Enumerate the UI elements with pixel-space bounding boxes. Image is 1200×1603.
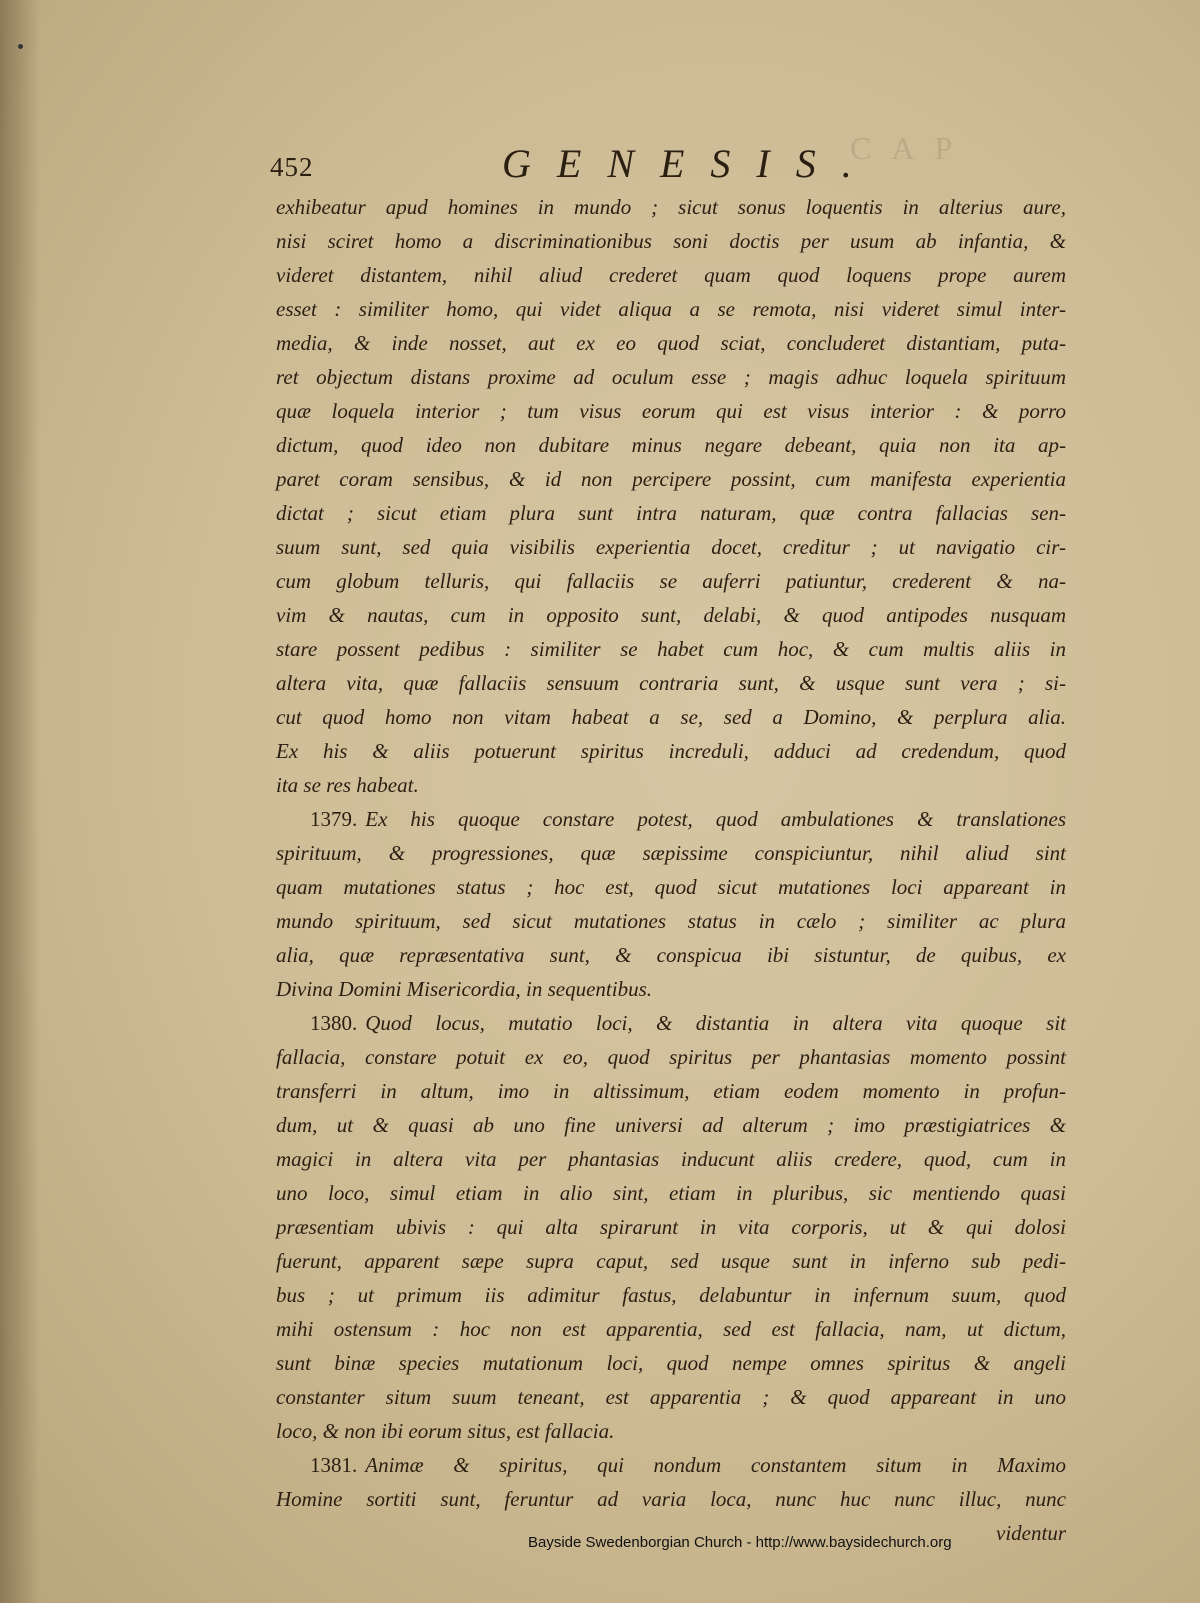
- text-line: dictum, quod ideo non dubitare minus negare debeant, quia non ita ap-: [276, 433, 1066, 457]
- text-line: stare possent pedibus : similiter se habet cum hoc, & cum multis aliis in: [276, 637, 1066, 661]
- page-number: 452: [270, 152, 314, 182]
- text-line: suum sunt, sed quia visibilis experientia docet, creditur ; ut navigatio cir-: [276, 535, 1066, 559]
- text-line-content: Ex his quoque constare potest, quod ambulationes & translationes: [365, 807, 1066, 831]
- paragraph-1380: [276, 1006, 1066, 1448]
- text-line: exhibeatur apud homines in mundo ; sicut sonus loquentis in alterius aure,: [276, 195, 1066, 219]
- page-header: [270, 140, 1070, 190]
- text-line-numbered: [276, 1448, 1066, 1482]
- text-line: videret distantem, nihil aliud crederet quam quod loquens prope aurem: [276, 263, 1066, 287]
- text-line: præsentiam ubivis : qui alta spirarunt in vita corporis, ut & qui dolosi: [276, 1215, 1066, 1239]
- text-line-numbered: [276, 1006, 1066, 1040]
- text-line: cut quod homo non vitam habeat a se, sed a Domino, & perplura alia.: [276, 705, 1066, 729]
- catchword: videntur: [996, 1521, 1066, 1545]
- ink-speck: [18, 44, 23, 49]
- text-line: quæ loquela interior ; tum visus eorum qui est visus interior : & porro: [276, 399, 1066, 423]
- text-line: paret coram sensibus, & id non percipere possint, cum manifesta experientia: [276, 467, 1066, 491]
- page-body: [276, 190, 1066, 1550]
- footer-credit: Bayside Swedenborgian Church - http://www.baysidechurch.org: [528, 1534, 952, 1551]
- paragraph-1379: [276, 802, 1066, 1006]
- text-line-content: Animæ & spiritus, qui nondum constantem situm in Maximo: [365, 1453, 1066, 1477]
- bleed-through-text: CAP: [850, 130, 973, 166]
- text-line: spirituum, & progressiones, quæ sæpissime conspiciuntur, nihil aliud sint: [276, 841, 1066, 865]
- text-line: ret objectum distans proxime ad oculum esse ; magis adhuc loquela spirituum: [276, 365, 1066, 389]
- text-line: vim & nautas, cum in opposito sunt, delabi, & quod antipodes nusquam: [276, 603, 1066, 627]
- text-line: dum, ut & quasi ab uno fine universi ad alterum ; imo præstigiatrices &: [276, 1113, 1066, 1137]
- text-line: loco, & non ibi eorum situs, est fallacia.: [276, 1419, 615, 1443]
- text-line: fallacia, constare potuit ex eo, quod spiritus per phantasias momento possint: [276, 1045, 1066, 1069]
- text-line: cum globum telluris, qui fallaciis se auferri patiuntur, crederent & na-: [276, 569, 1066, 593]
- text-line: transferri in altum, imo in altissimum, etiam eodem momento in profun-: [276, 1079, 1066, 1103]
- text-line: ita se res habeat.: [276, 773, 419, 797]
- text-line: Homine sortiti sunt, feruntur ad varia loca, nunc huc nunc illuc, nunc: [276, 1487, 1066, 1511]
- text-line: mihi ostensum : hoc non est apparentia, sed est fallacia, nam, ut dictum,: [276, 1317, 1066, 1341]
- paragraph-number: 1381.: [310, 1453, 358, 1477]
- text-line: dictat ; sicut etiam plura sunt intra naturam, quæ contra fallacias sen-: [276, 501, 1066, 525]
- text-line: media, & inde nosset, aut ex eo quod sciat, concluderet distantiam, puta-: [276, 331, 1066, 355]
- paragraph-continued: [276, 190, 1066, 802]
- text-line: mundo spirituum, sed sicut mutationes status in cælo ; similiter ac plura: [276, 909, 1066, 933]
- text-line: altera vita, quæ fallaciis sensuum contraria sunt, & usque sunt vera ; si-: [276, 671, 1066, 695]
- text-line: alia, quæ repræsentativa sunt, & conspicua ibi sistuntur, de quibus, ex: [276, 943, 1066, 967]
- text-line: sunt binæ species mutationum loci, quod nempe omnes spiritus & angeli: [276, 1351, 1066, 1375]
- running-title: GENESIS.: [502, 141, 878, 186]
- text-line: Ex his & aliis potuerunt spiritus increduli, adduci ad credendum, quod: [276, 739, 1066, 763]
- text-line-content: Quod locus, mutatio loci, & distantia in altera vita quoque sit: [365, 1011, 1066, 1035]
- paragraph-number: 1380.: [310, 1011, 358, 1035]
- text-line: nisi sciret homo a discriminationibus soni doctis per usum ab infantia, &: [276, 229, 1066, 253]
- text-line: bus ; ut primum iis adimitur fastus, delabuntur in infernum suum, quod: [276, 1283, 1066, 1307]
- text-line: fuerunt, apparent sæpe supra caput, sed usque sunt in inferno sub pedi-: [276, 1249, 1066, 1273]
- text-line: quam mutationes status ; hoc est, quod sicut mutationes loci appareant in: [276, 875, 1066, 899]
- text-line: magici in altera vita per phantasias inducunt aliis credere, quod, cum in: [276, 1147, 1066, 1171]
- text-line: constanter situm suum teneant, est apparentia ; & quod appareant in uno: [276, 1385, 1066, 1409]
- text-line: Divina Domini Misericordia, in sequentibus.: [276, 977, 653, 1001]
- text-line: uno loco, simul etiam in alio sint, etiam in pluribus, sic mentiendo quasi: [276, 1181, 1066, 1205]
- text-line: esset : similiter homo, qui videt aliqua a se remota, nisi videret simul inter-: [276, 297, 1066, 321]
- text-line-numbered: [276, 802, 1066, 836]
- paragraph-number: 1379.: [310, 807, 358, 831]
